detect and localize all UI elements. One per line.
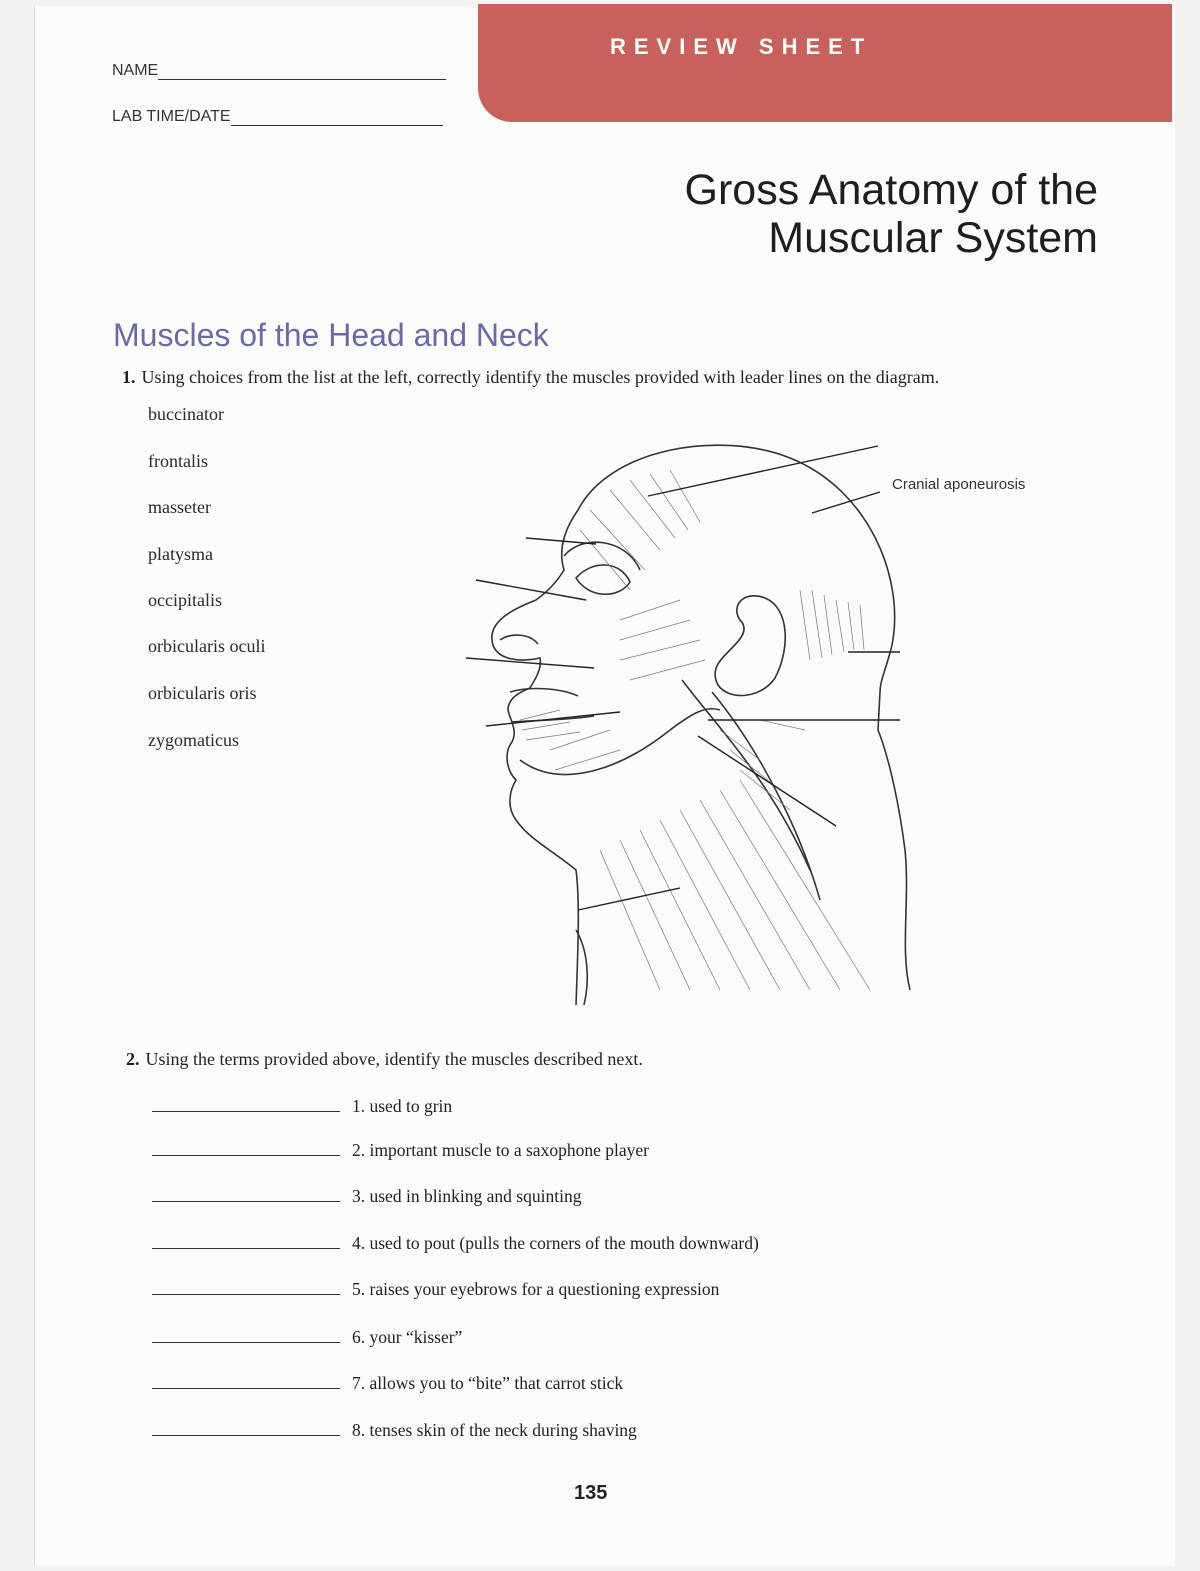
choice-item: zygomaticus (148, 730, 239, 750)
question-1-number: 1. (122, 367, 136, 387)
answer-item (152, 1096, 452, 1117)
question-2-number: 2. (126, 1049, 140, 1069)
page-title (685, 166, 1098, 262)
page-title-line2: Muscular System (768, 214, 1098, 262)
review-sheet-banner (478, 4, 1172, 122)
labtime-field[interactable] (112, 108, 443, 126)
answer-item-text: 2. important muscle to a saxophone player (352, 1140, 649, 1160)
question-1 (122, 367, 939, 388)
question-2 (126, 1049, 643, 1070)
head-neck-muscle-diagram (460, 430, 920, 1010)
answer-item-text: 6. your “kisser” (352, 1327, 463, 1347)
choice-item: orbicularis oris (148, 683, 257, 703)
answer-item (152, 1140, 649, 1161)
answer-blank[interactable] (152, 1434, 340, 1436)
cranial-aponeurosis-callout: Cranial aponeurosis (892, 476, 1026, 493)
labtime-line (231, 125, 443, 126)
page-title-line1: Gross Anatomy of the (684, 166, 1098, 214)
answer-item-text: 3. used in blinking and squinting (352, 1186, 582, 1206)
answer-item (152, 1420, 637, 1441)
choice-item: frontalis (148, 451, 208, 471)
choice-item: platysma (148, 544, 213, 564)
head-outline (492, 445, 910, 1005)
question-2-text: Using the terms provided above, identify the muscles described next. (145, 1049, 643, 1069)
labtime-label: LAB TIME/DATE (112, 108, 231, 125)
answer-item-text: 8. tenses skin of the neck during shaving (352, 1420, 637, 1440)
choice-item: buccinator (148, 404, 224, 424)
answer-item-text: 4. used to pout (pulls the corners of the mouth downward) (352, 1233, 759, 1253)
answer-item-text: 5. raises your eyebrows for a questioning expression (352, 1279, 720, 1299)
leader-lines (466, 446, 900, 910)
question-1-text: Using choices from the list at the left, correctly identify the muscles provided with leader lines on the diagram. (141, 367, 940, 387)
section-title: Muscles of the Head and Neck (113, 317, 549, 353)
choice-item: orbicularis oculi (148, 636, 266, 656)
answer-item-text: 1. used to grin (352, 1096, 453, 1116)
banner-text: REVIEW SHEET (610, 34, 873, 59)
answer-item (152, 1373, 623, 1394)
name-field[interactable] (112, 62, 446, 80)
answer-blank[interactable] (152, 1387, 340, 1389)
answer-item (152, 1233, 759, 1254)
answer-blank[interactable] (152, 1154, 340, 1156)
name-line (158, 79, 446, 80)
page-number: 135 (574, 1482, 608, 1504)
answer-blank[interactable] (152, 1200, 340, 1202)
answer-item (152, 1186, 581, 1207)
answer-item (152, 1327, 462, 1348)
answer-item (152, 1279, 719, 1300)
choice-item: occipitalis (148, 590, 222, 610)
choice-item: masseter (148, 497, 211, 517)
answer-blank[interactable] (152, 1293, 340, 1295)
answer-blank[interactable] (152, 1110, 340, 1112)
answer-item-text: 7. allows you to “bite” that carrot stick (352, 1373, 624, 1393)
name-label: NAME (112, 62, 159, 79)
answer-blank[interactable] (152, 1341, 340, 1343)
answer-blank[interactable] (152, 1247, 340, 1249)
